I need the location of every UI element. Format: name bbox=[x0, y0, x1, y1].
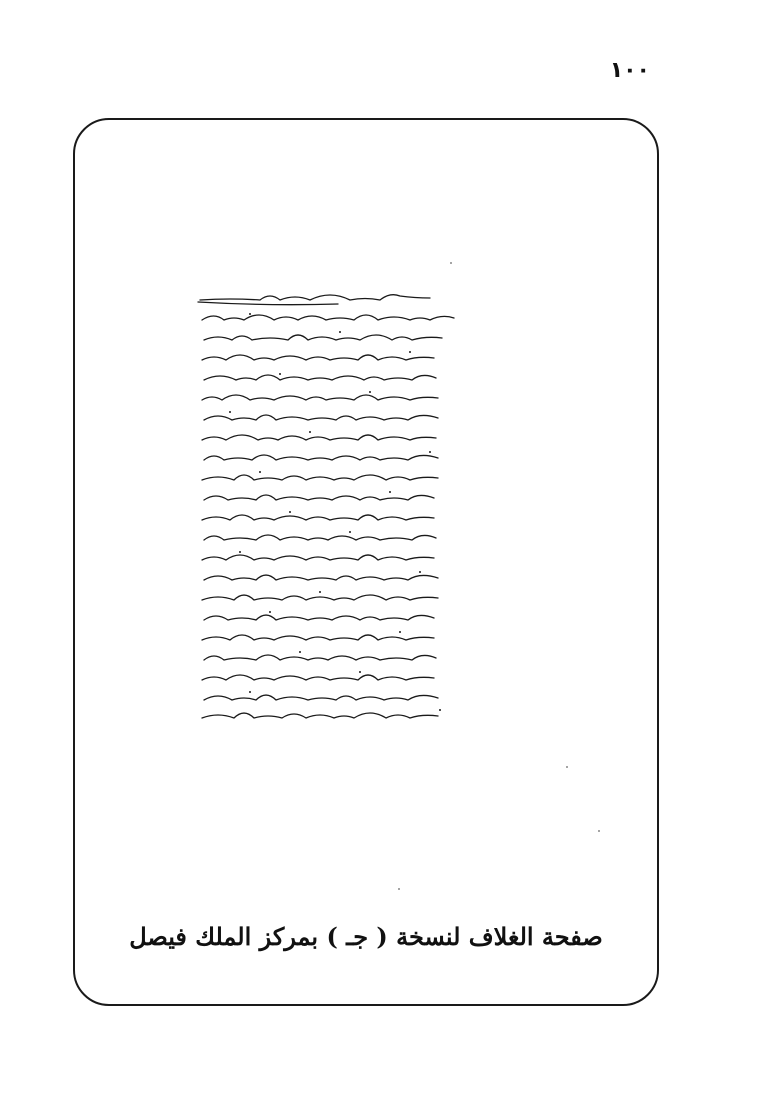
speck bbox=[566, 766, 568, 768]
speck bbox=[598, 830, 600, 832]
speck bbox=[398, 888, 400, 890]
caption: صفحة الغلاف لنسخة ( جـ ) بمركز الملك فيصل bbox=[129, 922, 603, 951]
speck bbox=[450, 262, 452, 264]
manuscript-handwriting-drawing bbox=[190, 280, 470, 725]
manuscript-image bbox=[190, 280, 470, 725]
page-number: ١٠٠ bbox=[609, 58, 650, 83]
